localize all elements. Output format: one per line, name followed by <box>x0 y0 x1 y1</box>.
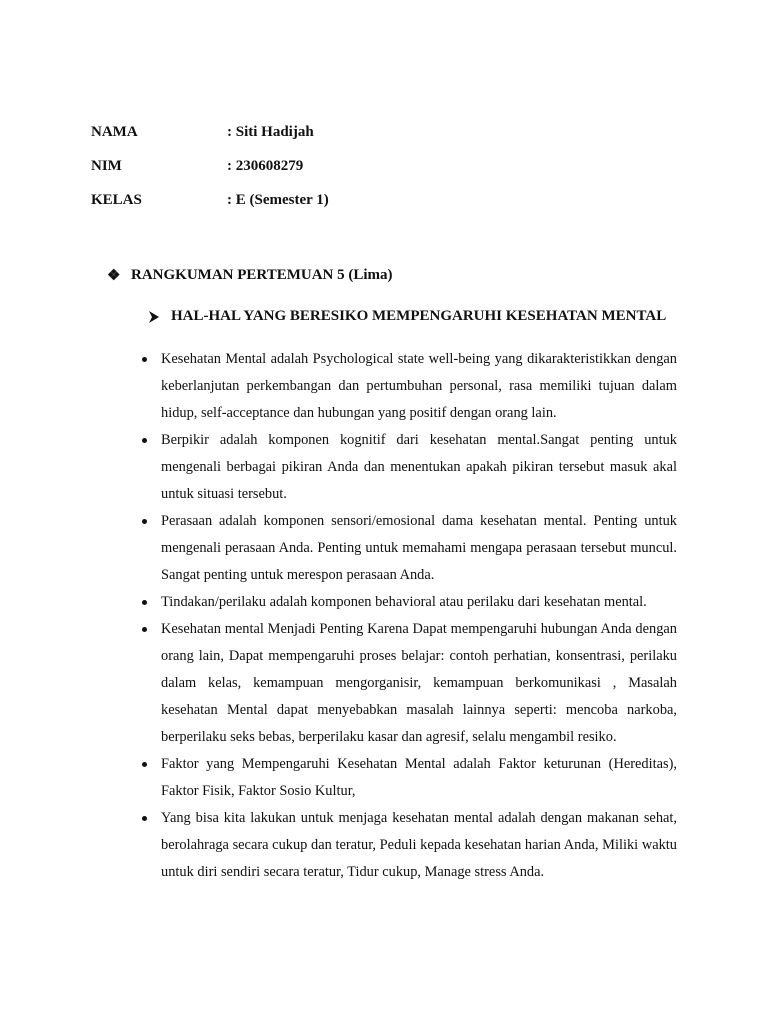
list-item <box>140 616 677 751</box>
bullet-dot-icon <box>140 805 161 886</box>
bullet-dot-icon <box>140 346 161 427</box>
list-item <box>140 427 677 508</box>
name-label: NAMA <box>91 124 138 140</box>
nim-label: NIM <box>91 158 122 174</box>
point-text: Faktor yang Mempengaruhi Kesehatan Mental adalah Faktor keturunan (Hereditas), Faktor Fisik, Faktor Sosio Kultur, <box>161 756 677 799</box>
class-label: KELAS <box>91 192 142 208</box>
nim-value: : 230608279 <box>227 158 304 174</box>
list-item <box>140 589 677 616</box>
point-text: Perasaan adalah komponen sensori/emosional dama kesehatan mental. Penting untuk mengenali perasaan Anda. Penting untuk memahami mengapa perasaan tersebut muncul. Sangat penting untuk merespon perasaan Anda. <box>161 513 677 583</box>
name-value: : Siti Hadijah <box>227 124 314 140</box>
summary-points-list <box>140 346 677 886</box>
point-text: Tindakan/perilaku adalah komponen behavioral atau perilaku dari kesehatan mental. <box>161 594 647 610</box>
point-text: Kesehatan mental Menjadi Penting Karena Dapat mempengaruhi hubungan Anda dengan orang lain, Dapat mempengaruhi proses belajar: contoh perhatian, konsentrasi, perilaku dalam kelas, kemampuan mengorganisir, kemampuan berkomunikasi , Masalah kesehatan Mental dapat menyebabkan masalah lainnya seperti: mencoba narkoba, berperilaku seks bebas, berperilaku kasar dan agresif, selalu mengambil resiko. <box>161 621 677 745</box>
list-item <box>140 751 677 805</box>
point-text: Kesehatan Mental adalah Psychological state well-being yang dikarakteristikkan dengan keberlanjutan perkembangan dan pertumbuhan personal, rasa memiliki tujuan dalam hidup, self-acceptance dan hubungan yang positif dengan orang lain. <box>161 351 677 421</box>
identity-row-name <box>91 124 329 158</box>
class-value: : E (Semester 1) <box>227 192 329 208</box>
list-item <box>140 346 677 427</box>
summary-subheading <box>148 308 666 325</box>
identity-row-class <box>91 192 329 226</box>
diamond-bullet-icon: ❖ <box>107 268 121 284</box>
identity-row-nim <box>91 158 329 192</box>
bullet-dot-icon <box>140 751 161 805</box>
arrow-bullet-icon <box>148 310 171 324</box>
summary-heading <box>107 266 393 285</box>
list-item <box>140 508 677 589</box>
bullet-dot-icon <box>140 589 161 616</box>
summary-subheading-text: HAL-HAL YANG BERESIKO MEMPENGARUHI KESEHATAN MENTAL <box>171 308 667 324</box>
summary-heading-text: RANGKUMAN PERTEMUAN 5 (Lima) <box>131 267 393 283</box>
bullet-dot-icon <box>140 508 161 589</box>
list-item <box>140 805 677 886</box>
identity-table <box>91 124 329 226</box>
point-text: Yang bisa kita lakukan untuk menjaga kesehatan mental adalah dengan makanan sehat, berolahraga secara cukup dan teratur, Peduli kepada kesehatan harian Anda, Miliki waktu untuk diri sendiri secara teratur, Tidur cukup, Manage stress Anda. <box>161 810 677 880</box>
point-text: Berpikir adalah komponen kognitif dari kesehatan mental.Sangat penting untuk mengenali berbagai pikiran Anda dan menentukan apakah pikiran tersebut masuk akal untuk situasi tersebut. <box>161 432 677 502</box>
bullet-dot-icon <box>140 616 161 751</box>
bullet-dot-icon <box>140 427 161 508</box>
